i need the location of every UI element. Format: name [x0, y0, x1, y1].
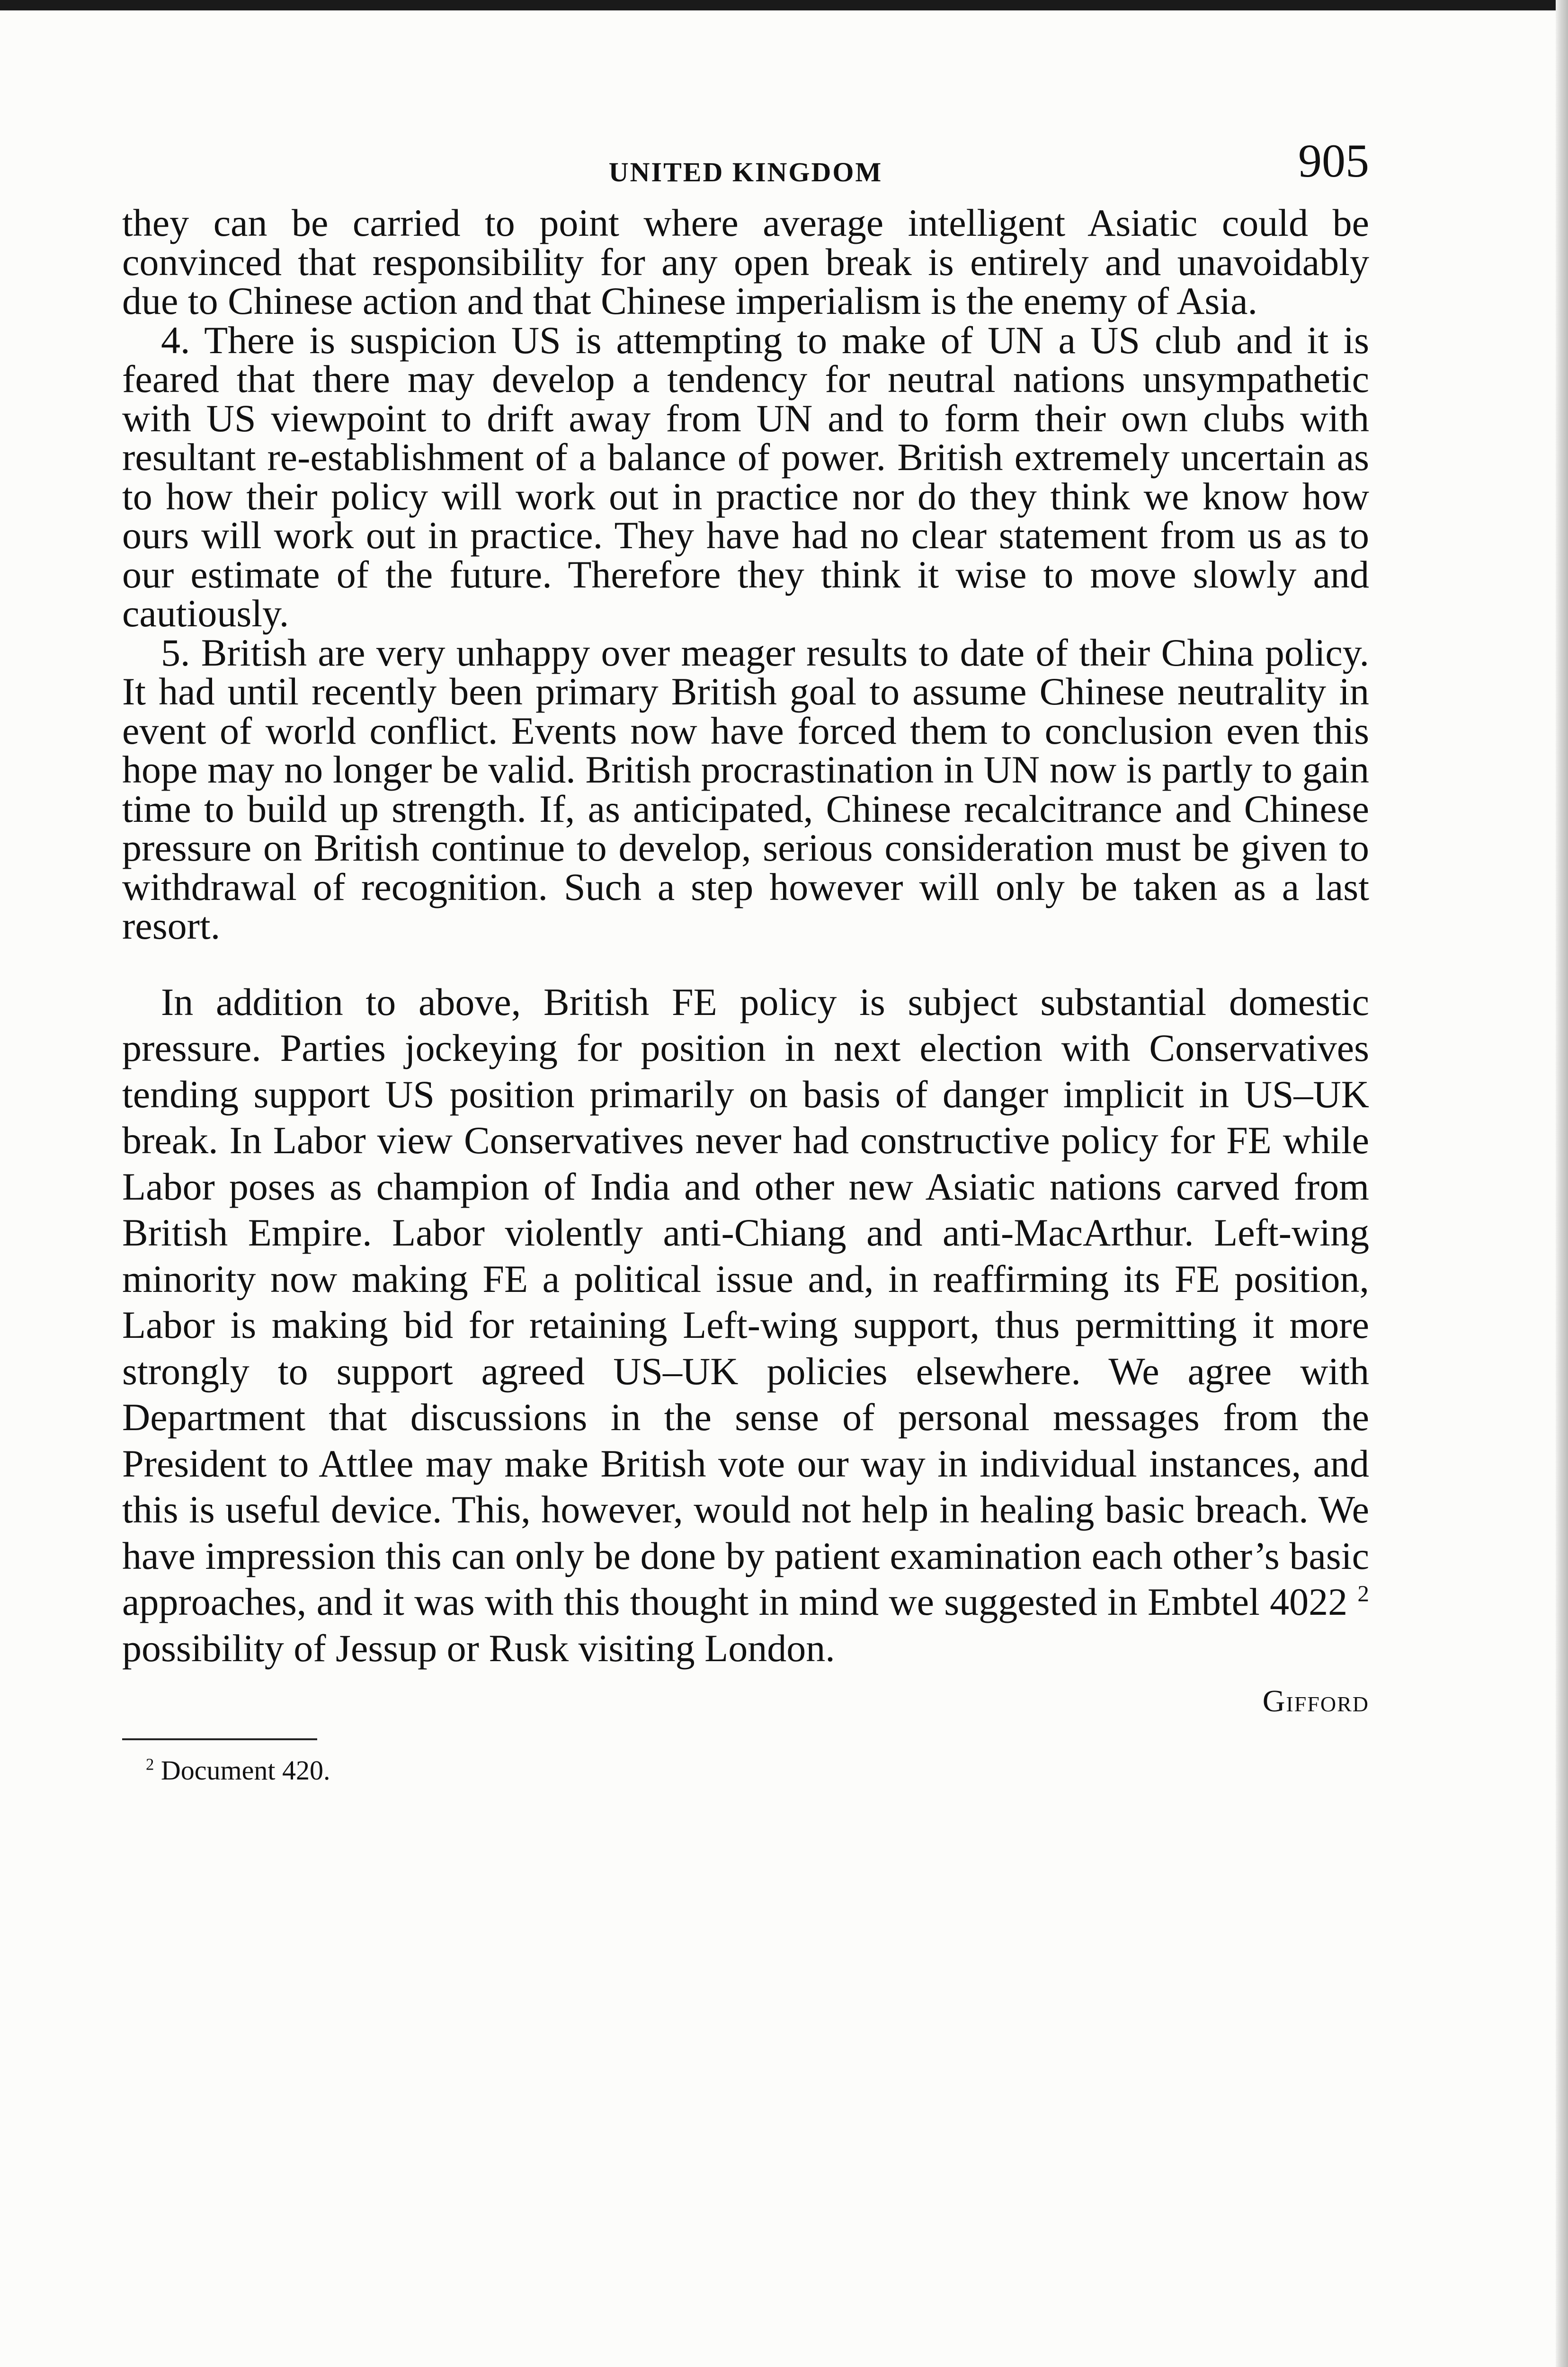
closing-paragraph [122, 979, 1369, 1672]
closing-paragraph-text: In addition to above, British FE policy is subject substantial domestic pressure. Parties jockeying for position in next election with Conservatives tending support US position primarily on basis of danger implicit in US–UK break. In Labor view Conservatives never had constructive policy for FE while Labor poses as champion of India and other new Asiatic nations carved from British Empire. Labor violently anti-Chiang and anti-MacArthur. Left-wing minority now making FE a political issue and, in reaffirming its FE position, Labor is making bid for retaining Left-wing support, thus permitting it more strongly to support agreed US–UK policies elsewhere. We agree with Department that discussions in the sense of personal messages from the President to Attlee may make British vote our way in individual instances, and this is useful device. This, however, would not help in healing basic breach. We have impression this can only be done by patient examination each other’s basic approaches, and it was with this thought in mind we suggested in Embtel 4022 [122, 980, 1369, 1623]
page-number: 905 [1298, 134, 1369, 187]
top-edge-rule [0, 0, 1568, 10]
footnote-text: Document 420. [154, 1755, 330, 1786]
numbered-paragraph-5: 5. British are very unhappy over meager results to date of their China policy. It had until recently been primary British goal to assume Chinese neutrality in event of world conflict. Events now have forced them to conclusion even this hope may no longer be valid. British procrastination in UN now is partly to gain time to build up strength. If, as anticipated, Chinese recalcitrance and Chinese pressure on British continue to develop, serious consideration must be given to withdrawal of recognition. Such a step however will only be taken as a last resort. [122, 631, 1369, 947]
footnote [122, 1754, 1369, 1786]
footnote-divider [122, 1738, 317, 1740]
numbered-paragraph-4: 4. There is suspicion US is attempting to make of UN a US club and it is feared that there may develop a tendency for neutral nations unsympathetic with US viewpoint to drift away from UN and to form their own clubs with resultant re-establishment of a balance of power. British extremely uncertain as to how their policy will work out in practice nor do they think we know how ours will work out in practice. They have had no clear statement from us as to our estimate of the future. Therefore they think it wise to move slowly and cautiously. [122, 318, 1369, 635]
running-title: UNITED KINGDOM [608, 157, 883, 187]
footnote-marker: 2 [146, 1755, 154, 1774]
closing-paragraph-end: possibility of Jessup or Rusk visiting London. [122, 1626, 835, 1670]
continued-paragraph: they can be carried to point where average intelligent Asiatic could be convinced that responsibility for any open break is entirely and unavoidably due to Chinese action and that Chinese imperialism is the enemy of Asia. [122, 201, 1369, 322]
signature: Gifford [1262, 1684, 1369, 1718]
footnote-reference: 2 [1357, 1580, 1370, 1607]
running-head [122, 134, 1369, 204]
page-edge-shadow [1556, 0, 1568, 2367]
page-content [122, 134, 1370, 1786]
